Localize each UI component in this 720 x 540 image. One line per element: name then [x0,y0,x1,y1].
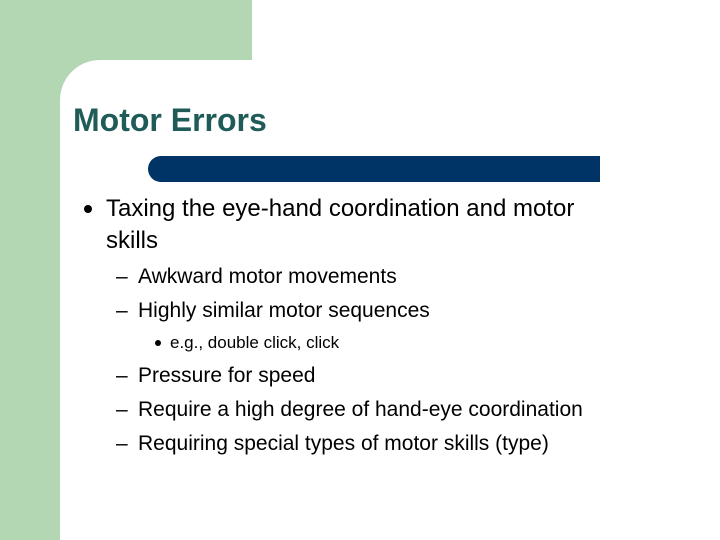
sub-bullet-text: Awkward motor movements [138,265,397,288]
sub-bullet-text: Requiring special types of motor skills (type) [138,432,549,455]
dash-marker-icon: – [116,432,128,455]
bullet-dot-icon [84,205,92,213]
sub-bullet-text: Pressure for speed [138,364,316,387]
bullet-text-line-1: Taxing the eye-hand coordination and motor [106,195,575,222]
sub-bullet-text: Highly similar motor sequences [138,299,430,322]
dash-marker-icon: – [116,398,128,421]
bullet-text-line-2: skills [106,227,158,254]
dash-marker-icon: – [116,265,128,288]
slide-title: Motor Errors [73,102,267,138]
sub-bullet-dot-icon [155,340,161,346]
dash-marker-icon: – [116,299,128,322]
sub-sub-bullet-text: e.g., double click, click [170,333,340,352]
dash-marker-icon: – [116,364,128,387]
sub-bullet-text: Require a high degree of hand-eye coordination [138,398,583,421]
